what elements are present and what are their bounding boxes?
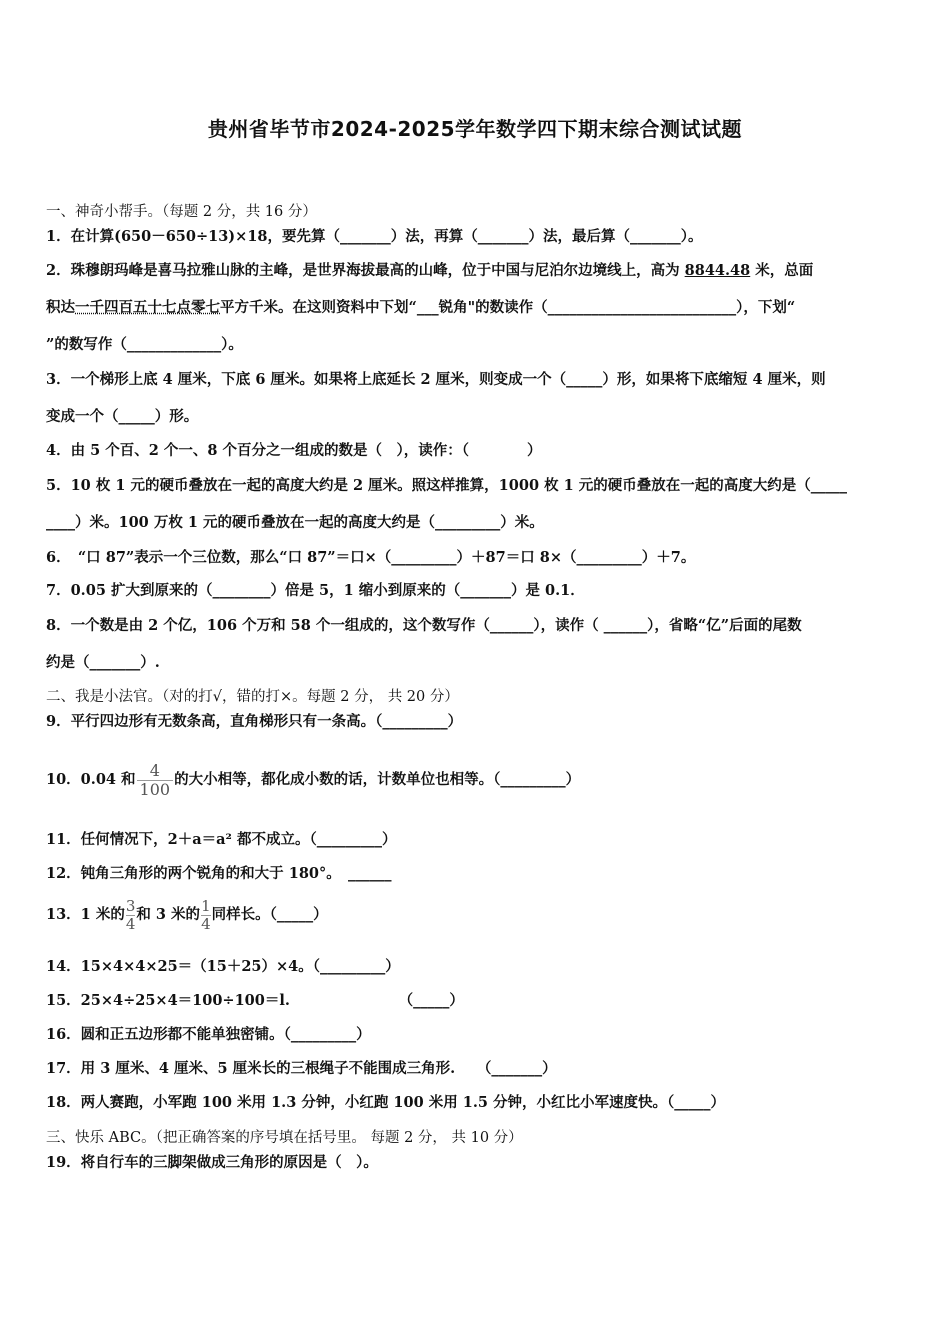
section-2-heading: 二、我是小法官。（对的打√，错的打×。每题 2 分， 共 20 分） [46, 689, 459, 705]
question-3-line-1: 3．一个梯形上底 4 厘米，下底 6 厘米。如果将上底延长 2 厘米，则变成一个（_____）形，如果将下底缩短 4 厘米，则 [46, 371, 826, 388]
question-17: 17．用 3 厘米、4 厘米、5 厘米长的三根绳子不能围成三角形. （_______） [46, 1060, 557, 1077]
exam-title: 贵州省毕节市2024-2025学年数学四下期末综合测试试题 [207, 117, 743, 141]
question-6: 6． “口 87”表示一个三位数，那么“口 87”＝口×（_________）＋87＝口 8×（_________）＋7。 [46, 549, 696, 566]
question-14: 14．15×4×4×25＝（15＋25）×4。（_________） [46, 958, 400, 975]
question-7: 7．0.05 扩大到原来的（________）倍是 5，1 缩小到原来的（_______）是 0.1． [46, 582, 585, 599]
question-11: 11．任何情况下，2＋a＝a² 都不成立。（_________） [46, 831, 397, 848]
question-9: 9．平行四边形有无数条高，直角梯形只有一条高。（_________） [46, 713, 463, 730]
question-12: 12．钝角三角形的两个锐角的和大于 180°。 ______ [46, 865, 392, 882]
question-15: 15．25×4÷25×4＝100÷100＝l. （_____） [46, 992, 464, 1009]
question-2-line-1: 2．珠穆朗玛峰是喜马拉雅山脉的主峰，是世界海拔最高的山峰，位于中国与尼泊尔边境线上，高为 8844.48 米，总面 [46, 262, 814, 279]
question-18: 18．两人赛跑，小军跑 100 米用 1.3 分钟，小红跑 100 米用 1.5 分钟，小红比小军速度快。（_____） [46, 1094, 726, 1111]
question-4: 4．由 5 个百、2 个一、8 个百分之一组成的数是（ ），读作：（ ） [46, 442, 542, 459]
question-10: 10．0.04 和 $\frac{4}{100}$ 的大小相等，都化成小数的话，计数单位也相等。（_________） [46, 760, 581, 799]
section-1-heading: 一、神奇小帮手。（每题 2 分，共 16 分） [46, 204, 317, 220]
question-8-line-1: 8．一个数是由 2 个亿，106 个万和 58 个一组成的，这个数写作（______），读作（ ______），省略“亿”后面的尾数 [46, 617, 802, 634]
question-19: 19．将自行车的三脚架做成三角形的原因是（ ）。 [46, 1154, 378, 1171]
question-2-line-2: 积达一千四百五十七点零七平方千米。在这则资料中下划“___锐角"的数读作（__________________________），下划“ [46, 299, 796, 316]
question-3-line-2: 变成一个（_____）形。 [46, 408, 199, 425]
fraction-3-over-4: $\frac{3}{4}$ [125, 896, 136, 933]
fraction-1-over-4: $\frac{1}{4}$ [201, 896, 211, 933]
question-8-line-2: 约是（_______）. [46, 654, 160, 671]
question-5-line-2: ____）米。100 万枚 1 元的硬币叠放在一起的高度大约是（_________）米。 [46, 514, 544, 531]
question-2-line-3: ”的数写作（_____________）。 [46, 336, 243, 353]
question-5-line-1: 5．10 枚 1 元的硬币叠放在一起的高度大约是 2 厘米。照这样推算，1000 枚 1 元的硬币叠放在一起的高度大约是（_____ [46, 477, 848, 494]
fraction-4-over-100: $\frac{4}{100}$ [137, 763, 174, 798]
question-1: 1．在计算(650－650÷13)×18，要先算（_______）法，再算（_______）法，最后算（_______）。 [46, 228, 703, 245]
question-13: 13．1 米的 $\frac{3}{4}$ 和 3 米的 $\frac{1}{4}$ 同样长。（_____） [46, 896, 328, 933]
question-16: 16．圆和正五边形都不能单独密铺。（_________） [46, 1026, 371, 1043]
section-3-heading: 三、快乐 ABC。（把正确答案的序号填在括号里。 每题 2 分， 共 10 分） [46, 1130, 523, 1146]
